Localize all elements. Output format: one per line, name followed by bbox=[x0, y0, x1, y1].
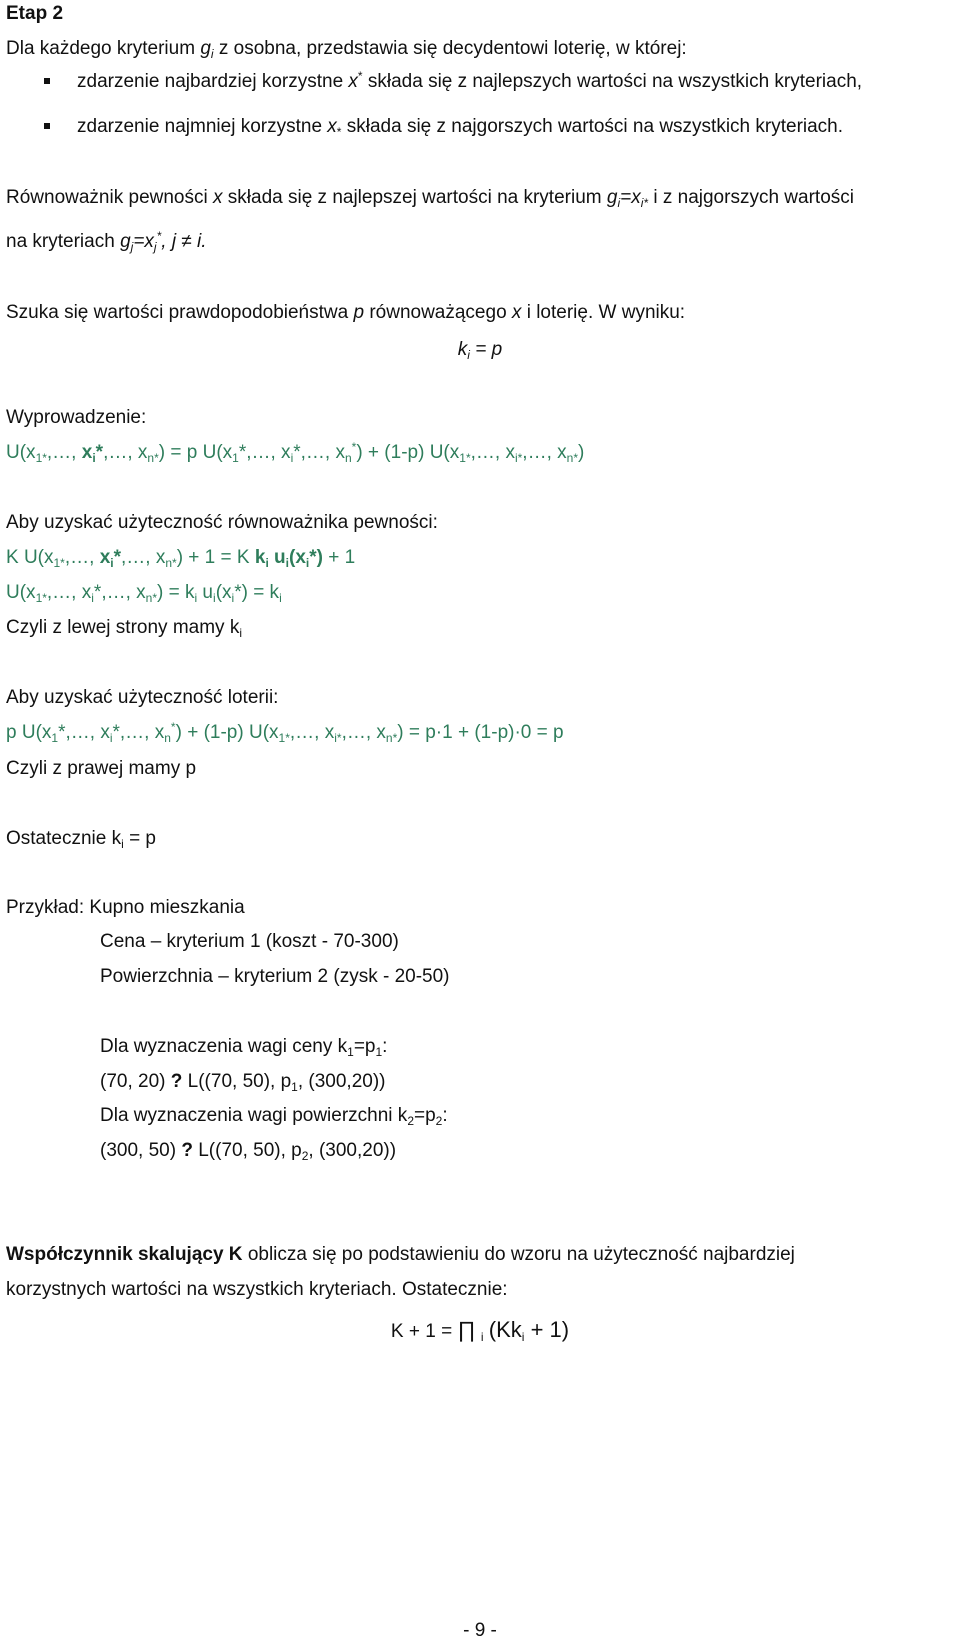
szuka-line: Szuka się wartości prawdopodobieństwa p równoważącego x i loterię. W wyniku: bbox=[6, 302, 686, 323]
section-heading: Etap 2 bbox=[6, 3, 64, 24]
ki-equation: $k_i = p$ bbox=[457, 339, 503, 362]
example-criterion-price: Cena – kryterium 1 (koszt - 70-300) bbox=[100, 931, 399, 952]
aby-loteria-label: Aby uzyskać użyteczność loterii: bbox=[6, 687, 279, 708]
wyprowadzenie-label: Wyprowadzenie: bbox=[6, 407, 147, 428]
bullet-marker bbox=[44, 123, 50, 129]
equivalent-formula-2: $U(x_{1*},\dots$, $x_i*,\dots$, $x_{n*}) = k_i$ $u_i(x_i*) = k_i$ bbox=[6, 582, 282, 605]
czyli-lewej: Czyli z lewej strony mamy $k_i$ bbox=[6, 617, 242, 640]
derivation-formula: $U(x_{1*},\dots$, $x_i*,\dots$, $x_{n*}) = p$ $U(x_1*,\dots$, $x_i*,\dots$, $x_n^*) + (1-p)$ $U(x_{1*},\dots$, $x_{i*},\dots$, $x_{n*}$) bbox=[6, 440, 585, 465]
equivalent-formula-1: K $U(x_{1*},\dots$, $x_i*,\dots$, $x_{n*}) + 1 = K$ $k_i$ $u_i(x_i*) + 1$ bbox=[6, 547, 356, 570]
rownowaznik-line-1: Równoważnik pewności x składa się z najlepszej wartości na kryterium $g_i=x_{i*}$ i z najgorszych wartości bbox=[6, 187, 854, 210]
ostatecznie-line: Ostatecznie $k_i = p$ bbox=[6, 828, 157, 851]
scaling-coefficient-line-2: korzystnych wartości na wszystkich kryteriach. Ostatecznie: bbox=[6, 1279, 508, 1300]
lottery-formula: p $U(x_1*,\dots$, $x_i*,\dots$, $x_n^*) + (1-p)$ $U(x_{1*},\dots$, $x_{i*},\dots$, $x_{n*}) = p\cdot 1 + (1-p)\cdot 0 = p$ bbox=[6, 720, 564, 745]
area-lottery-line: (300, 50) ? L((70, 50), $p_2$, (300,20)) bbox=[100, 1140, 397, 1163]
final-formula: K + 1 = ∏ $_i$ $(Kk_i + 1)$ bbox=[390, 1317, 570, 1344]
intro-line: Dla każdego kryterium $g_i$ z osobna, przedstawia się decydentowi loterię, w której: bbox=[6, 38, 687, 61]
rownowaznik-line-2: na kryteriach $g_j=x_j^*$, j ≠ i. bbox=[6, 229, 207, 254]
aby-rownowaznik-label: Aby uzyskać użyteczność równoważnika pewności: bbox=[6, 512, 438, 533]
example-heading: Przykład: Kupno mieszkania bbox=[6, 897, 245, 918]
price-weight-line: Dla wyznaczenia wagi ceny $k_1=p_1$: bbox=[100, 1036, 388, 1059]
page-number: - 9 - bbox=[463, 1620, 497, 1641]
czyli-prawej: Czyli z prawej mamy p bbox=[6, 758, 197, 779]
example-criterion-area: Powierzchnia – kryterium 2 (zysk - 20-50) bbox=[100, 966, 450, 987]
price-lottery-line: (70, 20) ? L((70, 50), $p_1$, (300,20)) bbox=[100, 1071, 386, 1094]
bullet-item-worst: zdarzenie najmniej korzystne $x_*$ składa się z najgorszych wartości na wszystkich kryteriach. bbox=[77, 116, 844, 139]
bullet-marker bbox=[44, 78, 50, 84]
area-weight-line: Dla wyznaczenia wagi powierzchni $k_2=p_2$: bbox=[100, 1105, 448, 1128]
bullet-item-best: zdarzenie najbardziej korzystne x* składa się z najlepszych wartości na wszystkich kryteriach, bbox=[77, 69, 863, 92]
scaling-coefficient-line-1: Współczynnik skalujący K oblicza się po podstawieniu do wzoru na użyteczność najbardziej bbox=[6, 1244, 795, 1265]
